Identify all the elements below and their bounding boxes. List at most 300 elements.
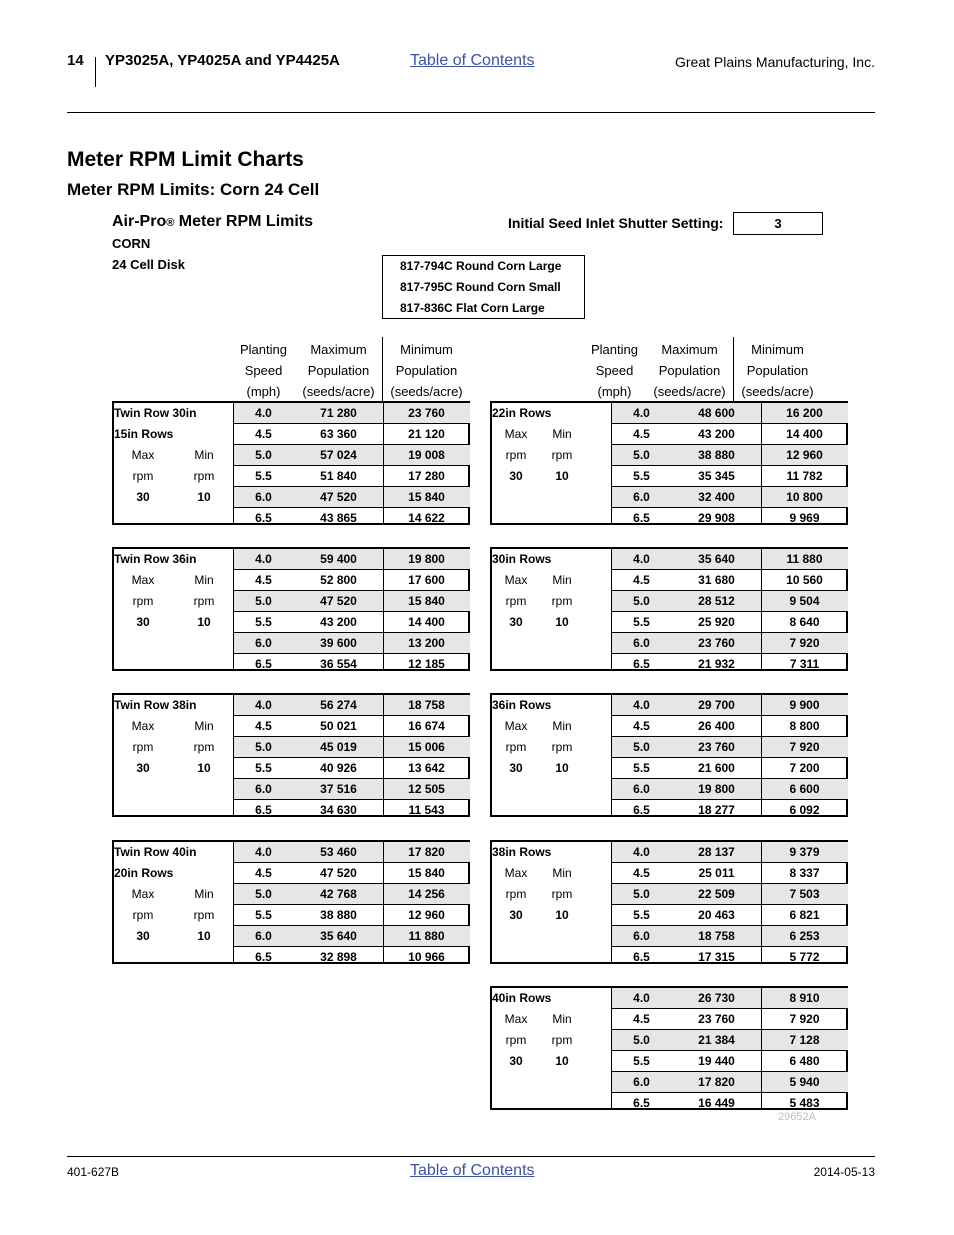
table-row: [611, 591, 848, 612]
max-pop-cell: 18 277: [698, 803, 735, 817]
min-rpm-label: rpm: [551, 1033, 573, 1047]
table-row: [611, 487, 848, 508]
rpm-table: [490, 986, 848, 1110]
max-pop-cell: 51 840: [320, 469, 357, 483]
max-rpm-label: Max: [504, 866, 528, 880]
speed-cell: 5.5: [633, 615, 650, 629]
min-rpm-label: 10: [555, 908, 569, 922]
speed-cell: 4.0: [633, 991, 650, 1005]
min-rpm-label: Min: [552, 719, 572, 733]
min-pop-cell: 12 960: [786, 448, 823, 462]
min-pop-cell: 12 505: [408, 782, 445, 796]
min-pop-cell: 12 185: [408, 657, 445, 671]
max-pop-cell: 25 920: [698, 615, 735, 629]
max-rpm-label: rpm: [505, 594, 527, 608]
min-pop-cell: 16 674: [408, 719, 445, 733]
max-rpm-label: 30: [509, 469, 523, 483]
table-row: [611, 884, 848, 905]
table-row: [611, 905, 848, 926]
table-row: [611, 737, 848, 758]
col-header-max-pop: Maximum Population (seeds/acre): [302, 342, 375, 399]
min-rpm-label: Min: [194, 573, 214, 587]
speed-cell: 5.0: [255, 740, 272, 754]
min-pop-cell: 5 940: [789, 1075, 820, 1089]
speed-cell: 6.0: [255, 929, 272, 943]
min-pop-cell: 15 840: [408, 490, 445, 504]
rpm-table: [112, 401, 470, 525]
min-rpm-label: 10: [555, 469, 569, 483]
min-pop-cell: 19 008: [408, 448, 445, 462]
min-rpm-label: Min: [552, 1012, 572, 1026]
max-pop-cell: 35 640: [698, 552, 735, 566]
max-pop-cell: 21 932: [698, 657, 735, 671]
crop-label: CORN: [112, 236, 151, 251]
min-pop-cell: 6 600: [789, 782, 820, 796]
min-pop-cell: 9 379: [789, 845, 820, 859]
max-pop-cell: 35 345: [698, 469, 735, 483]
speed-cell: 5.0: [633, 887, 650, 901]
speed-cell: 6.0: [633, 782, 650, 796]
max-rpm-label: 30: [509, 1054, 523, 1068]
speed-cell: 4.0: [633, 698, 650, 712]
max-pop-cell: 17 820: [698, 1075, 735, 1089]
speed-cell: 6.5: [255, 950, 272, 964]
header-divider: [95, 57, 96, 87]
max-pop-cell: 18 758: [698, 929, 735, 943]
footer-doc-number: 401-627B: [67, 1165, 120, 1179]
footer-toc-link[interactable]: Table of Contents: [410, 1162, 535, 1179]
col-divider: [233, 403, 234, 523]
max-rpm-label: 30: [509, 615, 523, 629]
min-pop-cell: 14 400: [786, 427, 823, 441]
col-divider: [383, 842, 384, 962]
col-divider: [761, 988, 762, 1108]
max-pop-cell: 32 898: [320, 950, 357, 964]
speed-cell: 5.0: [255, 594, 272, 608]
speed-cell: 4.5: [255, 866, 272, 880]
speed-cell: 6.5: [633, 511, 650, 525]
speed-cell: 5.5: [633, 761, 650, 775]
max-pop-cell: 43 200: [698, 427, 735, 441]
page-title: Meter RPM Limit Charts: [67, 148, 304, 171]
min-pop-cell: 11 782: [786, 469, 823, 483]
max-rpm-label: rpm: [505, 740, 527, 754]
speed-cell: 4.0: [255, 845, 272, 859]
speed-cell: 5.5: [255, 615, 272, 629]
shutter-setting-value: 3: [733, 212, 823, 235]
col-divider: [761, 549, 762, 669]
header-toc-link[interactable]: Table of Contents: [410, 52, 535, 69]
max-rpm-label: rpm: [132, 740, 154, 754]
max-pop-cell: 50 021: [320, 719, 357, 733]
min-pop-cell: 8 910: [789, 991, 820, 1005]
table-row: [611, 403, 848, 424]
min-pop-cell: 17 820: [408, 845, 445, 859]
max-pop-cell: 45 019: [320, 740, 357, 754]
col-header-divider: [382, 337, 383, 401]
min-pop-cell: 23 760: [408, 406, 445, 420]
table-row: [233, 863, 470, 884]
table-row: [611, 549, 848, 570]
min-rpm-label: 10: [555, 761, 569, 775]
rpm-table: [112, 693, 470, 817]
speed-cell: 4.0: [633, 845, 650, 859]
max-pop-cell: 63 360: [320, 427, 357, 441]
table-row: [233, 716, 470, 737]
row-spacing-label: Twin Row 30in: [114, 406, 197, 420]
table-row: [611, 1009, 848, 1030]
rpm-table: [490, 693, 848, 817]
col-divider: [233, 549, 234, 669]
min-pop-cell: 13 200: [408, 636, 445, 650]
min-rpm-label: rpm: [551, 448, 573, 462]
min-pop-cell: 5 772: [789, 950, 820, 964]
table-row: [233, 403, 470, 424]
table-row: [611, 1030, 848, 1051]
min-rpm-label: rpm: [193, 740, 215, 754]
max-pop-cell: 22 509: [698, 887, 735, 901]
max-pop-cell: 28 512: [698, 594, 735, 608]
max-pop-cell: 39 600: [320, 636, 357, 650]
max-pop-cell: 23 760: [698, 740, 735, 754]
table-row: [611, 800, 848, 821]
table-row: [233, 905, 470, 926]
table-row: [233, 445, 470, 466]
col-header-speed: Planting Speed (mph): [240, 342, 287, 399]
min-pop-cell: 8 337: [789, 866, 820, 880]
max-pop-cell: 25 011: [698, 866, 735, 880]
col-divider: [383, 549, 384, 669]
min-pop-cell: 9 504: [789, 594, 820, 608]
speed-cell: 5.0: [633, 594, 650, 608]
max-rpm-label: rpm: [132, 594, 154, 608]
max-rpm-label: Max: [504, 573, 528, 587]
col-divider: [611, 403, 612, 523]
shutter-setting-label: Initial Seed Inlet Shutter Setting:: [508, 215, 724, 231]
max-rpm-label: Max: [131, 573, 155, 587]
speed-cell: 5.0: [633, 448, 650, 462]
min-rpm-label: Min: [194, 719, 214, 733]
min-pop-cell: 7 128: [789, 1033, 820, 1047]
min-rpm-label: Min: [552, 427, 572, 441]
speed-cell: 6.5: [255, 803, 272, 817]
min-rpm-label: Min: [552, 573, 572, 587]
min-pop-cell: 7 920: [789, 636, 820, 650]
max-rpm-label: 30: [509, 908, 523, 922]
row-spacing-label: 22in Rows: [492, 406, 552, 420]
col-header-divider: [733, 337, 734, 401]
max-pop-cell: 47 520: [320, 594, 357, 608]
max-pop-cell: 17 315: [698, 950, 735, 964]
max-pop-cell: 47 520: [320, 490, 357, 504]
rpm-table: [490, 840, 848, 964]
table-row: [233, 612, 470, 633]
table-row: [233, 466, 470, 487]
table-row: [611, 1051, 848, 1072]
min-pop-cell: 16 200: [786, 406, 823, 420]
table-row: [611, 779, 848, 800]
table-row: [611, 716, 848, 737]
max-pop-cell: 21 384: [698, 1033, 735, 1047]
page-number: 14: [67, 52, 84, 69]
table-row: [233, 549, 470, 570]
row-spacing-label: 30in Rows: [492, 552, 552, 566]
max-pop-cell: 40 926: [320, 761, 357, 775]
max-pop-cell: 52 800: [320, 573, 357, 587]
max-pop-cell: 42 768: [320, 887, 357, 901]
max-rpm-label: rpm: [505, 887, 527, 901]
min-pop-cell: 11 880: [408, 929, 445, 943]
speed-cell: 4.0: [255, 698, 272, 712]
table-row: [611, 926, 848, 947]
speed-cell: 6.5: [633, 950, 650, 964]
max-pop-cell: 56 274: [320, 698, 357, 712]
table-row: [611, 424, 848, 445]
table-row: [233, 570, 470, 591]
max-pop-cell: 57 024: [320, 448, 357, 462]
speed-cell: 4.5: [633, 1012, 650, 1026]
min-pop-cell: 6 480: [789, 1054, 820, 1068]
col-divider: [761, 842, 762, 962]
col-divider: [233, 842, 234, 962]
speed-cell: 5.5: [255, 469, 272, 483]
table-row: [611, 570, 848, 591]
table-row: [611, 947, 848, 968]
disk-part-item: 817-836C Flat Corn Large: [400, 301, 545, 315]
table-row: [233, 654, 470, 675]
min-pop-cell: 19 800: [408, 552, 445, 566]
speed-cell: 6.0: [255, 782, 272, 796]
max-pop-cell: 38 880: [698, 448, 735, 462]
speed-cell: 4.5: [633, 866, 650, 880]
min-pop-cell: 14 622: [408, 511, 445, 525]
speed-cell: 6.5: [633, 1096, 650, 1110]
min-pop-cell: 8 640: [789, 615, 820, 629]
min-pop-cell: 6 092: [789, 803, 820, 817]
max-rpm-label: rpm: [132, 908, 154, 922]
table-row: [233, 758, 470, 779]
speed-cell: 4.5: [633, 427, 650, 441]
rpm-table: [112, 547, 470, 671]
speed-cell: 6.0: [633, 636, 650, 650]
min-pop-cell: 9 900: [789, 698, 820, 712]
speed-cell: 6.0: [255, 636, 272, 650]
table-row: [611, 466, 848, 487]
col-header-max-pop: Maximum Population (seeds/acre): [653, 342, 726, 399]
max-pop-cell: 16 449: [698, 1096, 735, 1110]
min-rpm-label: 10: [197, 761, 211, 775]
max-pop-cell: 21 600: [698, 761, 735, 775]
table-row: [611, 633, 848, 654]
max-pop-cell: 43 200: [320, 615, 357, 629]
min-pop-cell: 18 758: [408, 698, 445, 712]
max-rpm-label: 30: [136, 490, 150, 504]
min-pop-cell: 11 880: [786, 552, 823, 566]
table-row: [233, 424, 470, 445]
min-pop-cell: 12 960: [408, 908, 445, 922]
speed-cell: 6.5: [255, 657, 272, 671]
min-pop-cell: 9 969: [789, 511, 820, 525]
max-pop-cell: 35 640: [320, 929, 357, 943]
page-subtitle: Meter RPM Limits: Corn 24 Cell: [67, 180, 320, 199]
max-rpm-label: Max: [504, 1012, 528, 1026]
min-rpm-label: 10: [555, 1054, 569, 1068]
table-row: [611, 612, 848, 633]
speed-cell: 5.0: [255, 887, 272, 901]
col-divider: [383, 403, 384, 523]
speed-cell: 6.5: [633, 803, 650, 817]
speed-cell: 5.0: [255, 448, 272, 462]
min-rpm-label: rpm: [193, 469, 215, 483]
disk-part-list: [382, 255, 585, 319]
min-pop-cell: 10 800: [786, 490, 823, 504]
min-pop-cell: 8 800: [789, 719, 820, 733]
col-divider: [611, 695, 612, 815]
row-spacing-label: 15in Rows: [114, 427, 174, 441]
max-pop-cell: 19 440: [698, 1054, 735, 1068]
min-pop-cell: 7 920: [789, 1012, 820, 1026]
min-rpm-label: rpm: [551, 594, 573, 608]
speed-cell: 4.5: [633, 719, 650, 733]
max-rpm-label: Max: [131, 719, 155, 733]
table-row: [233, 508, 470, 529]
max-rpm-label: rpm: [132, 469, 154, 483]
min-pop-cell: 15 006: [408, 740, 445, 754]
speed-cell: 6.0: [633, 490, 650, 504]
max-pop-cell: 19 800: [698, 782, 735, 796]
table-row: [233, 926, 470, 947]
min-pop-cell: 15 840: [408, 866, 445, 880]
col-header-min-pop: Minimum Population (seeds/acre): [390, 342, 463, 399]
speed-cell: 5.5: [633, 469, 650, 483]
speed-cell: 6.0: [633, 929, 650, 943]
table-row: [611, 654, 848, 675]
table-row: [611, 508, 848, 529]
max-pop-cell: 28 137: [698, 845, 735, 859]
table-row: [233, 737, 470, 758]
max-pop-cell: 43 865: [320, 511, 357, 525]
figure-id: 29652A: [778, 1111, 816, 1123]
speed-cell: 4.5: [255, 719, 272, 733]
speed-cell: 6.5: [633, 657, 650, 671]
table-row: [611, 988, 848, 1009]
speed-cell: 5.5: [255, 761, 272, 775]
row-spacing-label: 38in Rows: [492, 845, 552, 859]
header-models: YP3025A, YP4025A and YP4425A: [105, 52, 340, 69]
speed-cell: 4.0: [255, 552, 272, 566]
min-rpm-label: Min: [552, 866, 572, 880]
min-pop-cell: 7 200: [789, 761, 820, 775]
air-pro-label: Air-Pro: [112, 213, 167, 230]
speed-cell: 4.5: [633, 573, 650, 587]
col-divider: [761, 403, 762, 523]
max-rpm-label: Max: [131, 887, 155, 901]
min-rpm-label: 10: [197, 615, 211, 629]
max-rpm-label: Max: [131, 448, 155, 462]
max-pop-cell: 34 630: [320, 803, 357, 817]
max-pop-cell: 23 760: [698, 1012, 735, 1026]
min-rpm-label: rpm: [193, 908, 215, 922]
col-divider: [611, 842, 612, 962]
min-pop-cell: 7 920: [789, 740, 820, 754]
rpm-table: [490, 547, 848, 671]
footer-rule: [67, 1156, 875, 1157]
min-pop-cell: 7 311: [789, 657, 820, 671]
max-pop-cell: 71 280: [320, 406, 357, 420]
max-rpm-label: rpm: [505, 1033, 527, 1047]
row-spacing-label: 20in Rows: [114, 866, 174, 880]
table-row: [611, 695, 848, 716]
max-pop-cell: 31 680: [698, 573, 735, 587]
disk-label: 24 Cell Disk: [112, 257, 185, 272]
speed-cell: 5.5: [255, 908, 272, 922]
table-row: [611, 1072, 848, 1093]
min-rpm-label: rpm: [193, 594, 215, 608]
disk-part-item: 817-794C Round Corn Large: [400, 259, 562, 273]
max-pop-cell: 26 730: [698, 991, 735, 1005]
min-pop-cell: 10 560: [786, 573, 823, 587]
max-rpm-label: Max: [504, 427, 528, 441]
table-row: [233, 947, 470, 968]
min-pop-cell: 6 821: [789, 908, 820, 922]
meter-rpm-label: Meter RPM Limits: [174, 213, 314, 230]
col-divider: [383, 695, 384, 815]
max-rpm-label: rpm: [505, 448, 527, 462]
header-company: Great Plains Manufacturing, Inc.: [675, 54, 875, 70]
table-row: [233, 800, 470, 821]
speed-cell: 5.0: [633, 740, 650, 754]
min-pop-cell: 21 120: [408, 427, 445, 441]
max-pop-cell: 23 760: [698, 636, 735, 650]
rpm-table: [112, 840, 470, 964]
max-rpm-label: 30: [136, 929, 150, 943]
max-pop-cell: 38 880: [320, 908, 357, 922]
max-pop-cell: 36 554: [320, 657, 357, 671]
row-spacing-label: Twin Row 40in: [114, 845, 197, 859]
max-rpm-label: 30: [509, 761, 523, 775]
speed-cell: 4.0: [633, 406, 650, 420]
min-pop-cell: 17 600: [408, 573, 445, 587]
max-rpm-label: 30: [136, 615, 150, 629]
max-pop-cell: 29 700: [698, 698, 735, 712]
col-header-speed: Planting Speed (mph): [591, 342, 638, 399]
min-pop-cell: 11 543: [408, 803, 445, 817]
table-row: [233, 884, 470, 905]
table-row: [611, 758, 848, 779]
min-pop-cell: 10 966: [408, 950, 445, 964]
speed-cell: 4.0: [633, 552, 650, 566]
col-divider: [761, 695, 762, 815]
table-row: [233, 842, 470, 863]
speed-cell: 6.0: [633, 1075, 650, 1089]
col-divider: [611, 988, 612, 1108]
min-rpm-label: Min: [194, 887, 214, 901]
table-row: [233, 591, 470, 612]
table-row: [611, 842, 848, 863]
row-spacing-label: 36in Rows: [492, 698, 552, 712]
speed-cell: 5.0: [633, 1033, 650, 1047]
min-pop-cell: 14 400: [408, 615, 445, 629]
min-pop-cell: 7 503: [789, 887, 820, 901]
speed-cell: 4.5: [255, 573, 272, 587]
min-rpm-label: Min: [194, 448, 214, 462]
min-pop-cell: 6 253: [789, 929, 820, 943]
col-divider: [233, 695, 234, 815]
speed-cell: 6.0: [255, 490, 272, 504]
max-pop-cell: 47 520: [320, 866, 357, 880]
max-pop-cell: 53 460: [320, 845, 357, 859]
table-row: [611, 445, 848, 466]
